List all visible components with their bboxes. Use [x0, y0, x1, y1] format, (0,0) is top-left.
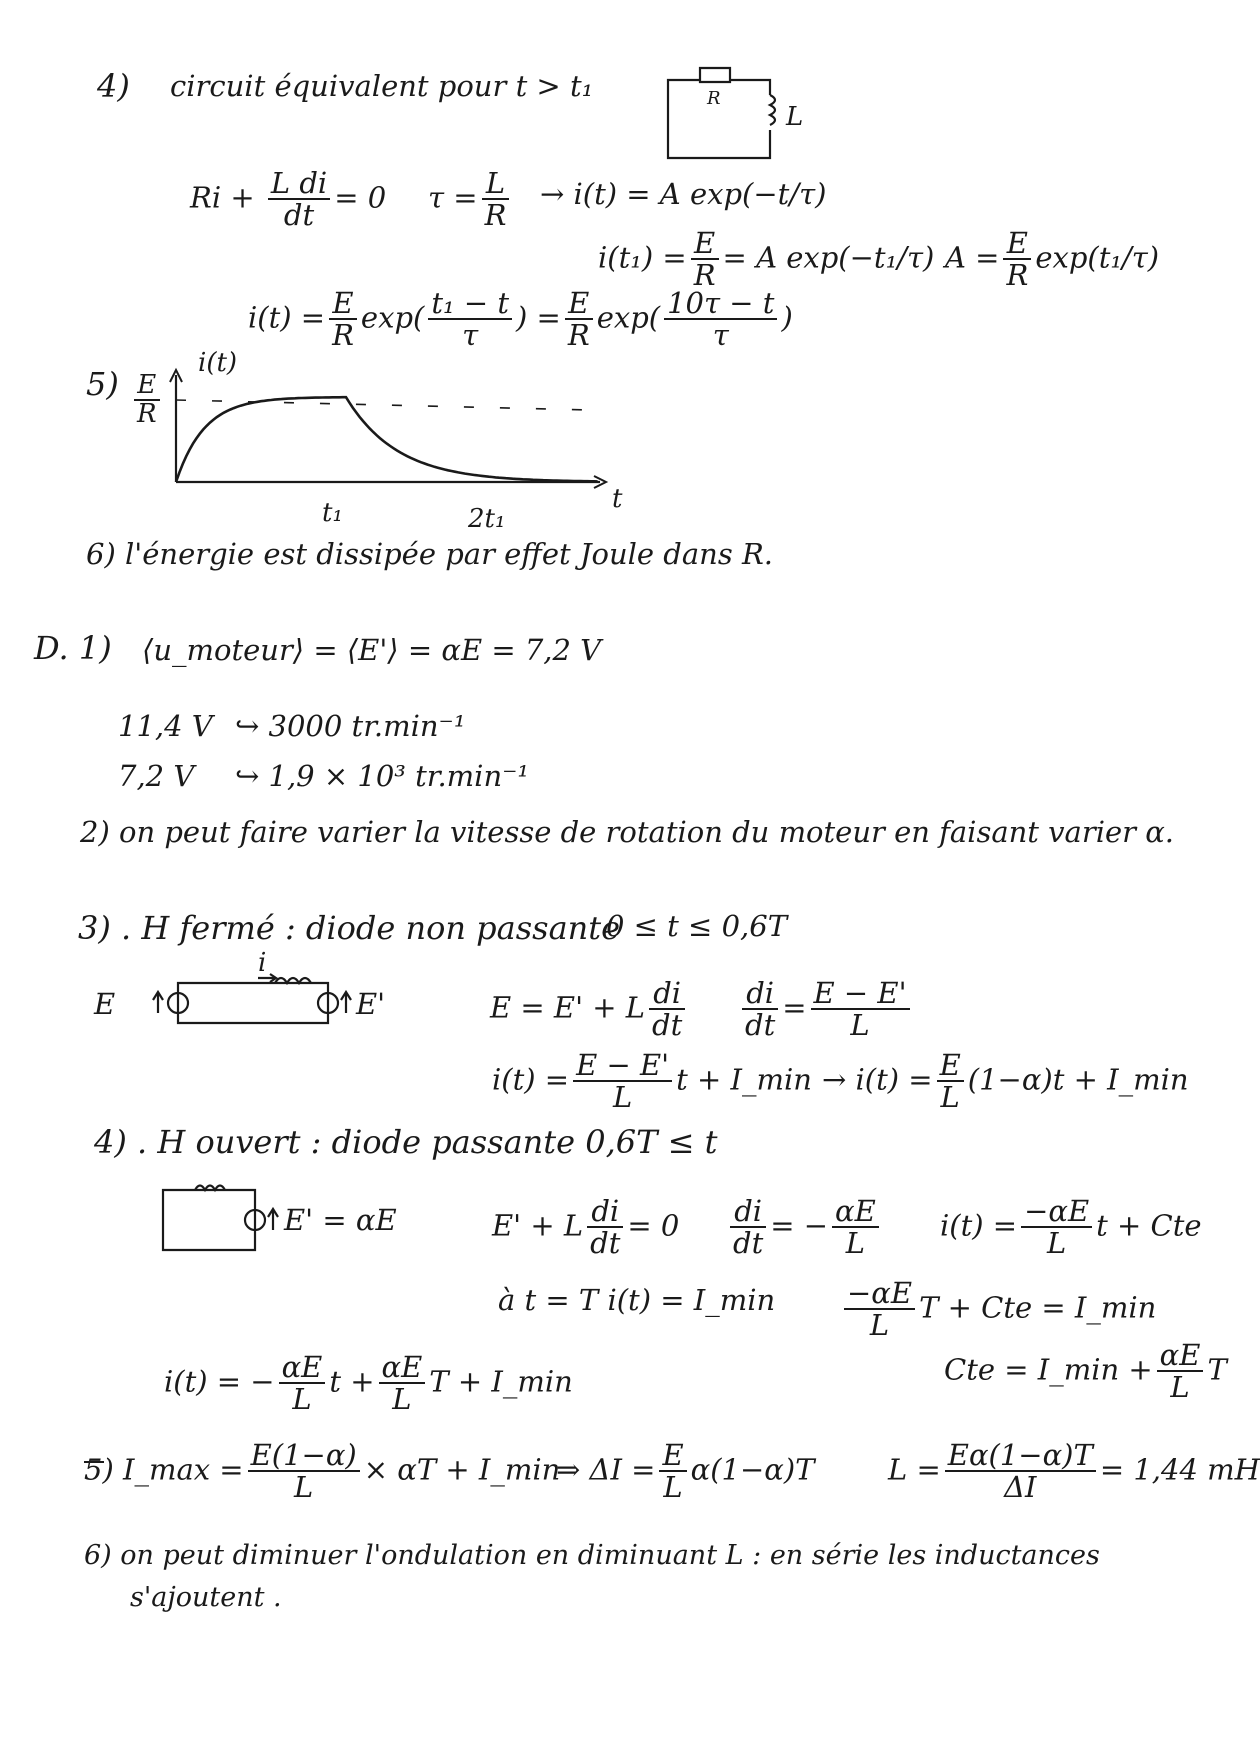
s4-final-num2: E: [565, 288, 593, 320]
d3-eq2-rnum: E − E': [811, 978, 910, 1010]
d1-mean-voltage: ⟨u_moteur⟩ = ⟨E'⟩ = αE = 7,2 V: [142, 633, 602, 667]
s4-A-value: [945, 228, 1159, 291]
d3-eq4-numerator: E: [937, 1050, 964, 1082]
s4-tau-numerator: L: [482, 168, 510, 200]
d3-eq2-fraction-right: [811, 978, 910, 1041]
d4-eq3-numerator: −αE: [1021, 1196, 1092, 1228]
d3-eq2-numerator: di: [742, 978, 778, 1010]
current-curve: [176, 397, 598, 482]
s4-resistor-label: R: [707, 88, 721, 109]
d4-eq3-fraction: [1021, 1196, 1092, 1259]
s4-final-fraction2: [565, 288, 593, 351]
d3-eq3-rhs: t + I_min: [676, 1062, 812, 1097]
d6-line2: s'ajoutent .: [130, 1582, 282, 1613]
d1-row1-speed: ↪ 3000 tr.min⁻¹: [235, 709, 466, 743]
d5-imax-fraction: [248, 1440, 360, 1503]
d3-eq3-fraction: [573, 1050, 672, 1113]
d4-eq3-lhs: i(t) =: [940, 1208, 1018, 1243]
d5-arrow: ⇒ ΔI =: [556, 1452, 656, 1487]
d4-eq2-fraction-right: [832, 1196, 879, 1259]
d3-eq1: [490, 978, 689, 1041]
d3-current-label: i: [258, 948, 267, 978]
s4-final-exp-fraction2: [664, 288, 777, 351]
d4-final-den2: L: [392, 1382, 412, 1417]
d3-eq4-fraction: [937, 1050, 964, 1113]
s4-A-denominator: R: [1006, 258, 1029, 293]
s4-number: 4): [97, 67, 130, 105]
d4-eq1: [492, 1196, 679, 1259]
s5-R-denominator: R: [137, 399, 157, 430]
d4-eq2-fraction-left: [730, 1196, 766, 1259]
s4-final-fden2: τ: [712, 318, 729, 353]
s4-tau: [428, 168, 513, 231]
closed-switch-circuit: [153, 974, 351, 1023]
d4-eq4-numerator: −αE: [844, 1278, 915, 1310]
d5-imax: [84, 1440, 560, 1503]
current-graph: [170, 370, 606, 488]
d5-L-lhs: L =: [888, 1452, 941, 1487]
d3-source-label-E: E: [94, 987, 116, 1021]
s5-number: 5): [86, 365, 119, 403]
d5-delta-i: [556, 1440, 815, 1503]
d6-line1: 6) on peut diminuer l'ondulation en diminuant L : en série les inductances: [84, 1540, 1100, 1571]
d4-heading: 4) . H ouvert : diode passante 0,6T ≤ t: [94, 1123, 718, 1161]
d4-circuit-label: E' = αE: [284, 1203, 397, 1237]
s5-E-over-R: [130, 372, 164, 429]
d4-eq1-fraction: [587, 1196, 623, 1259]
d4-eq2-equals: = −: [770, 1208, 829, 1243]
d4-final-fraction2: [379, 1352, 426, 1415]
d3-eq1-numerator: di: [649, 978, 685, 1010]
d4-eq3: [940, 1196, 1202, 1259]
d4-eq1-numerator: di: [587, 1196, 623, 1228]
s4-eq1-lhs: Ri +: [190, 180, 264, 215]
d4-eq2-denominator: dt: [733, 1226, 764, 1261]
d3-eq3: [492, 1050, 812, 1113]
d5-imax-numerator: E(1−α): [248, 1440, 360, 1472]
d1-row2-voltage: 7,2 V: [118, 759, 195, 793]
s4-A-fraction: [1003, 228, 1031, 291]
s4-final-fnum1: t₁ − t: [428, 288, 512, 320]
d4-cte: [944, 1340, 1227, 1403]
d4-eq1-denominator: dt: [590, 1226, 621, 1261]
s5-tick-2t1: 2t₁: [468, 504, 506, 534]
s5-y-axis-label: i(t): [198, 348, 238, 378]
d4-eq3-rhs: t + Cte: [1096, 1208, 1202, 1243]
s4-condition-lhs: i(t₁) =: [598, 240, 687, 275]
d4-eq3-denominator: L: [1046, 1226, 1067, 1261]
d1-row2-speed: ↪ 1,9 × 10³ tr.min⁻¹: [235, 759, 530, 793]
s4-condition-rhs: = A exp(−t₁/τ): [722, 240, 935, 275]
d4-eq2-rnum: αE: [832, 1196, 879, 1228]
s4-final-exp-fraction1: [428, 288, 512, 351]
s5-x-axis-label: t: [612, 484, 623, 514]
d3-emf-label: E': [356, 987, 386, 1021]
d5-L-fraction: [945, 1440, 1096, 1503]
s4-inductor-label: L: [786, 102, 804, 132]
d4-eq2-rden: L: [845, 1226, 866, 1261]
d4-eq2-numerator: di: [730, 1196, 766, 1228]
d5-imax-denominator: L: [294, 1470, 314, 1505]
s4-A-rhs: exp(t₁/τ): [1035, 240, 1160, 275]
d1-heading: D. 1): [34, 629, 112, 667]
d4-final: [164, 1352, 573, 1415]
d3-eq3-lhs: i(t) =: [492, 1062, 570, 1097]
d3-eq1-denominator: dt: [652, 1008, 683, 1043]
s4-eq1: [190, 168, 386, 231]
d4-final-mid: t +: [329, 1364, 375, 1399]
d3-eq2-denominator: dt: [745, 1008, 776, 1043]
s5-tick-t1: t₁: [322, 498, 343, 528]
s5-E-over-R-fraction: [134, 372, 160, 429]
s4-A-lhs: A =: [945, 240, 1000, 275]
d4-cte-denominator: L: [1170, 1370, 1190, 1405]
d4-final-rhs: T + I_min: [429, 1364, 573, 1399]
d3-eq4-lhs: → i(t) =: [822, 1062, 933, 1097]
s4-final-den2: R: [567, 318, 590, 353]
s4-final-den1: R: [332, 318, 354, 353]
d5-delta-numerator: E: [659, 1440, 686, 1472]
d4-eq2: [726, 1196, 883, 1259]
d5-delta-fraction: [659, 1440, 686, 1503]
s4-final-num1: E: [329, 288, 357, 320]
s4-final-fden1: τ: [462, 318, 479, 353]
d4-eq4: [840, 1278, 1156, 1341]
s4-eq1-rhs: = 0: [334, 180, 387, 215]
s4-condition-numerator: E: [691, 228, 719, 260]
d3-eq2-rden: L: [850, 1008, 870, 1043]
s4-condition-fraction: [691, 228, 719, 291]
s4-title: circuit équivalent pour t > t₁: [170, 69, 594, 103]
s4-final-expression: [248, 288, 793, 351]
s4-condition: [598, 228, 934, 291]
d5-inductance: [888, 1440, 1260, 1503]
d4-cte-numerator: αE: [1157, 1340, 1204, 1372]
s4-final-end: ): [781, 300, 793, 335]
d3-eq4: [822, 1050, 1189, 1113]
d3-eq2-fraction-left: [742, 978, 778, 1041]
s4-solution: → i(t) = A exp(−t/τ): [540, 177, 827, 211]
d3-eq1-lhs: E = E' + L: [490, 990, 646, 1025]
s4-condition-denominator: R: [693, 258, 716, 293]
s4-final-mid: ) =: [516, 300, 561, 335]
d4-eq1-rhs: = 0: [627, 1208, 680, 1243]
s4-final-fraction1: [329, 288, 357, 351]
d4-final-fraction1: [279, 1352, 326, 1415]
d4-condition: à t = T i(t) = I_min: [498, 1283, 776, 1317]
d3-eq3-numerator: E − E': [573, 1050, 672, 1082]
s4-tau-denominator: R: [484, 198, 507, 233]
d5-L-numerator: Eα(1−α)T: [945, 1440, 1096, 1472]
d2-sentence: 2) on peut faire varier la vitesse de rotation du moteur en faisant varier α.: [80, 815, 1175, 849]
d5-imax-rhs: × αT + I_min: [363, 1452, 561, 1487]
d5-L-denominator: ΔI: [1004, 1470, 1037, 1505]
s4-final-fnum2: 10τ − t: [664, 288, 777, 320]
d4-final-den1: L: [292, 1382, 312, 1417]
s4-final-exp2: exp(: [596, 300, 661, 335]
s5-E-numerator: E: [134, 372, 160, 401]
d3-eq3-denominator: L: [612, 1080, 633, 1115]
s4-tau-lhs: τ =: [428, 180, 478, 215]
d4-final-num2: αE: [379, 1352, 426, 1384]
d5-delta-denominator: L: [663, 1470, 683, 1505]
d4-cte-rhs: T: [1207, 1352, 1227, 1387]
d5-L-value: = 1,44 mH: [1099, 1452, 1260, 1487]
s6-energy-sentence: 6) l'énergie est dissipée par effet Joule dans R.: [86, 537, 773, 571]
s4-final-exp1: exp(: [360, 300, 425, 335]
s4-eq1-fraction: [268, 168, 330, 231]
d4-final-lhs: i(t) = −: [164, 1364, 275, 1399]
d4-eq4-rhs: T + Cte = I_min: [919, 1290, 1157, 1325]
s4-tau-fraction: [482, 168, 510, 231]
d3-time-range: 0 ≤ t ≤ 0,6T: [606, 909, 788, 943]
open-switch-circuit: [163, 1186, 278, 1251]
d4-eq1-lhs: E' + L: [492, 1208, 584, 1243]
s4-eq1-numerator: L di: [268, 168, 330, 200]
asymptote-dashes: [176, 400, 590, 410]
d3-eq4-rhs: (1−α)t + I_min: [967, 1062, 1189, 1097]
d4-cte-lhs: Cte = I_min +: [944, 1352, 1153, 1387]
s4-eq1-denominator: dt: [283, 198, 315, 233]
s4-A-numerator: E: [1003, 228, 1031, 260]
d4-cte-fraction: [1157, 1340, 1204, 1403]
d3-eq4-denominator: L: [940, 1080, 960, 1115]
rl-circuit-diagram: [668, 68, 775, 158]
d4-eq4-fraction: [844, 1278, 915, 1341]
d1-row1-voltage: 11,4 V: [118, 709, 213, 743]
d4-eq4-denominator: L: [869, 1308, 890, 1343]
d3-eq2: [738, 978, 914, 1041]
d4-final-num1: αE: [279, 1352, 326, 1384]
d5-delta-rhs: α(1−α)T: [690, 1452, 815, 1487]
d3-heading: 3) . H fermé : diode non passante: [78, 909, 621, 947]
s4-final-lhs: i(t) =: [248, 300, 326, 335]
d5-head: 5) I_max =: [84, 1452, 244, 1487]
d3-eq1-fraction: [649, 978, 685, 1041]
d3-eq2-equals: =: [782, 990, 807, 1025]
